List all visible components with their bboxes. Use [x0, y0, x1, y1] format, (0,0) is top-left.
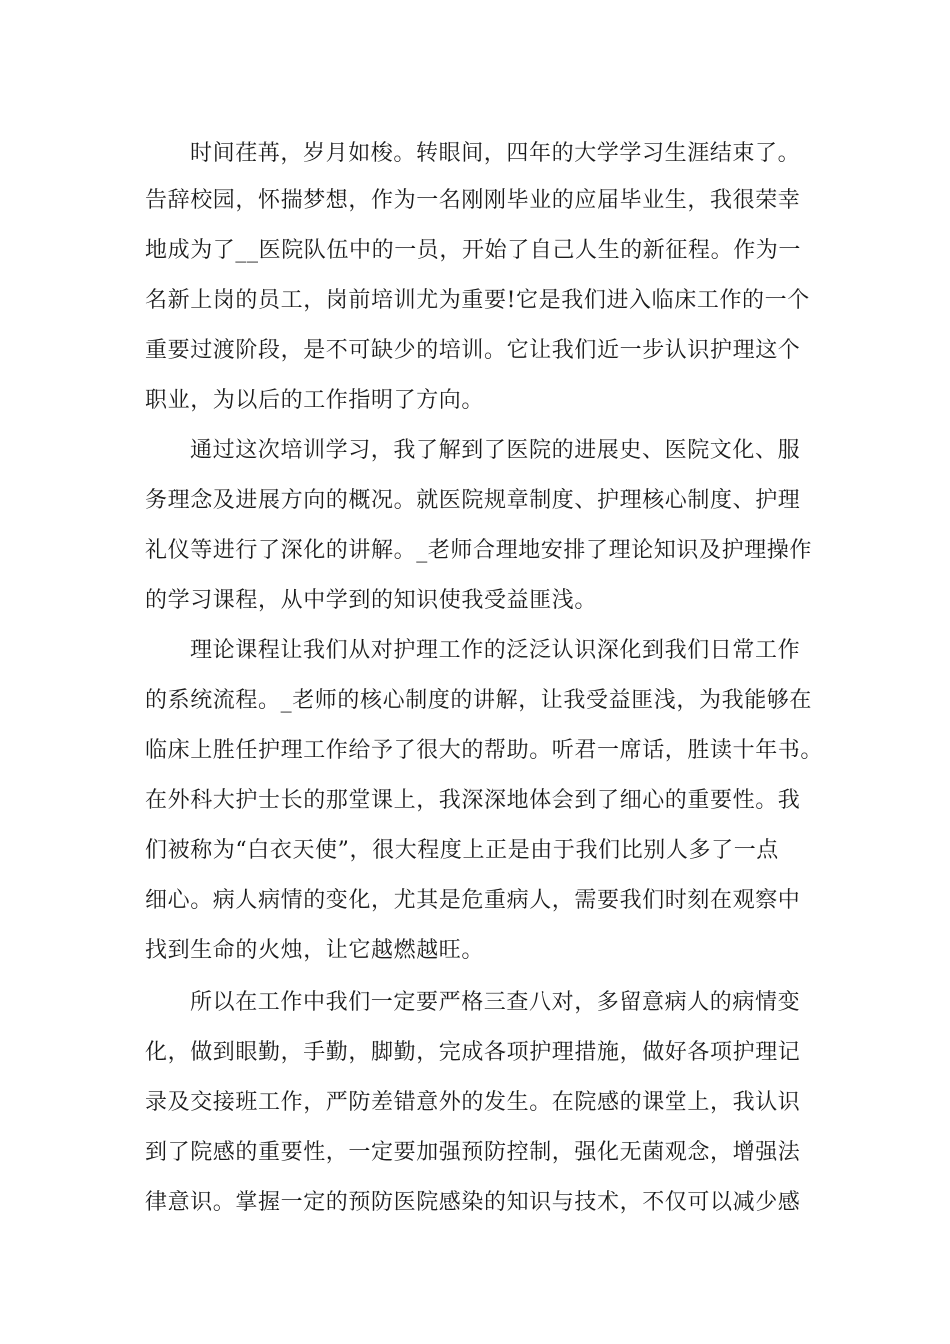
paragraph-4-line-1: 所以在工作中我们一定要严格三查八对，多留意病人的病情变 [190, 990, 801, 1015]
paragraph-2-line-4: 的学习课程，从中学到的知识使我受益匪浅。 [145, 588, 598, 613]
paragraph-3-line-2: 的系统流程。_老师的核心制度的讲解，让我受益匪浅，为我能够在 [145, 688, 813, 713]
paragraph-3-line-5: 们被称为“白衣天使”，很大程度上正是由于我们比别人多了一点 [145, 838, 779, 863]
paragraph-4-line-4: 到了院感的重要性，一定要加强预防控制，强化无菌观念，增强法 [145, 1140, 801, 1165]
paragraph-1-line-5: 重要过渡阶段，是不可缺少的培训。它让我们近一步认识护理这个 [145, 338, 801, 363]
paragraph-3-line-7: 找到生命的火烛，让它越燃越旺。 [145, 938, 485, 963]
paragraph-4-line-2: 化，做到眼勤，手勤，脚勤，完成各项护理措施，做好各项护理记 [145, 1040, 801, 1065]
paragraph-1-line-1: 时间荏苒，岁月如梭。转眼间，四年的大学学习生涯结束了。 [190, 141, 801, 166]
paragraph-3-line-3: 临床上胜任护理工作给予了很大的帮助。听君一席话，胜读十年书。 [145, 738, 824, 763]
paragraph-1-line-3: 地成为了__医院队伍中的一员，开始了自己人生的新征程。作为一 [145, 238, 802, 263]
paragraph-1-line-4: 名新上岗的员工，岗前培训尤为重要!它是我们进入临床工作的一个 [145, 288, 810, 313]
paragraph-3-line-1: 理论课程让我们从对护理工作的泛泛认识深化到我们日常工作 [190, 638, 801, 663]
paragraph-3-line-4: 在外科大护士长的那堂课上，我深深地体会到了细心的重要性。我 [145, 788, 801, 813]
paragraph-2-line-1: 通过这次培训学习，我了解到了医院的进展史、医院文化、服 [190, 438, 801, 463]
paragraph-1-line-6: 职业，为以后的工作指明了方向。 [145, 388, 485, 413]
paragraph-2-line-2: 务理念及进展方向的概况。就医院规章制度、护理核心制度、护理 [145, 488, 801, 513]
paragraph-1-line-2: 告辞校园，怀揣梦想，作为一名刚刚毕业的应届毕业生，我很荣幸 [145, 188, 801, 213]
paragraph-4-line-5: 律意识。掌握一定的预防医院感染的知识与技术，不仅可以减少感 [145, 1190, 801, 1215]
paragraph-2-line-3: 礼仪等进行了深化的讲解。_老师合理地安排了理论知识及护理操作 [145, 538, 813, 563]
paragraph-4-line-3: 录及交接班工作，严防差错意外的发生。在院感的课堂上，我认识 [145, 1090, 801, 1115]
paragraph-3-line-6: 细心。病人病情的变化，尤其是危重病人，需要我们时刻在观察中 [145, 888, 801, 913]
